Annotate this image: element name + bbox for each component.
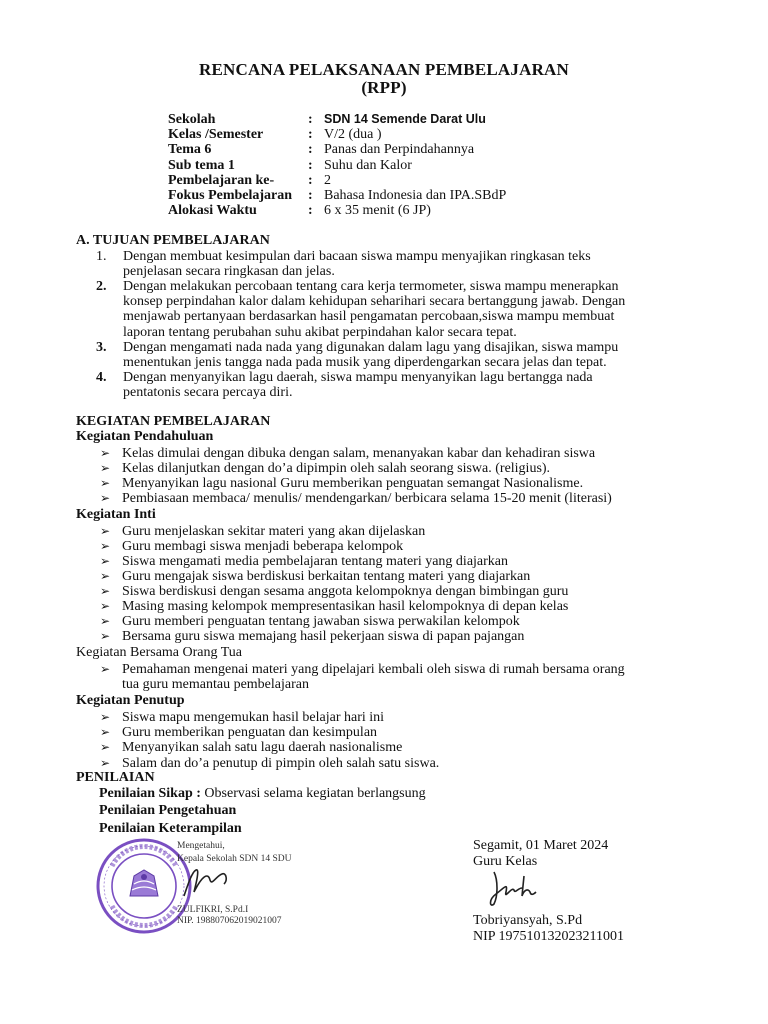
arrow-bullet-icon: ➢ [100,710,111,724]
objective-item [96,249,696,279]
list-item-text: Siswa berdiskusi dengan sesama anggota kelompoknya dengan bimbingan guru [122,584,569,599]
list-item [100,725,700,740]
arrow-bullet-icon: ➢ [100,584,111,598]
document-subtitle: (RPP) [361,78,407,97]
list-item-text: Bersama guru siswa memajang hasil pekerjaan siswa di papan pajangan [122,629,525,644]
section-heading-tujuan: A. TUJUAN PEMBELAJARAN [76,233,270,248]
list-item-text: Pembiasaan membaca/ menulis/ mendengarkan/ berbicara selama 15-20 menit (literasi) [122,491,612,506]
mengetahui-label: Mengetahui, [177,841,225,851]
document-title: RENCANA PELAKSANAAN PEMBELAJARAN [198,60,570,79]
info-colon: : [308,112,313,127]
info-block [168,112,506,218]
info-row-pembelajaran [168,173,506,188]
teacher-signature [484,866,544,912]
info-row-kelas [168,127,506,142]
head-name: ZULFIKRI, S.Pd.I [177,905,249,915]
objective-item [96,340,696,370]
arrow-bullet-icon: ➢ [100,476,111,490]
objective-number: 2. [96,279,107,294]
info-label: Pembelajaran ke- [168,172,275,188]
list-item [100,476,700,491]
list-item-text: Siswa mengamati media pembelajaran tentang materi yang diajarkan [122,554,509,569]
subheading-orang-tua: Kegiatan Bersama Orang Tua [76,645,243,660]
info-row-fokus [168,188,506,203]
objective-number: 3. [96,340,107,355]
arrow-bullet-icon: ➢ [100,725,111,739]
objective-line: konsep perpindahan kalor dalam kehidupan seharihari secara bertanggung jawab. Dengan [123,294,626,310]
info-label: Tema 6 [168,142,212,158]
list-item [100,491,700,506]
list-item [100,599,700,614]
list-item-text: Guru memberikan penguatan dan kesimpulan [122,725,378,740]
list-item [100,614,700,629]
info-row-subtema [168,158,506,173]
arrow-bullet-icon: ➢ [100,491,111,505]
subheading-inti: Kegiatan Inti [76,507,156,522]
list-item [100,461,700,476]
signature-icon [176,862,236,902]
arrow-bullet-icon: ➢ [100,614,111,628]
head-nip: NIP. 198807062019021007 [177,916,282,926]
info-value: Suhu dan Kalor [324,157,412,173]
info-value: SDN 14 Semende Darat Ulu [324,112,486,126]
list-item [100,629,700,644]
list-item-text: Menyanyikan salah satu lagu daerah nasionalisme [122,740,403,755]
list-item-text: Guru memberi penguatan tentang jawaban siswa perwakilan kelompok [122,614,520,629]
info-row-tema [168,142,506,157]
objective-number: 4. [96,370,107,385]
teacher-nip: NIP 197510132023211001 [473,929,625,944]
kepala-sekolah-label: Kepala Sekolah SDN 14 SDU [177,854,292,864]
arrow-bullet-icon: ➢ [100,446,111,460]
info-row-sekolah [168,112,506,127]
arrow-bullet-icon: ➢ [100,599,111,613]
list-item [100,446,700,461]
objective-line: laporan tentang perubahan suhu akibat perpindahan kalor secara tepat. [123,324,517,340]
info-row-alokasi [168,203,506,218]
list-item [100,569,700,584]
objective-item [96,370,696,400]
list-item [100,662,700,692]
list-item [100,584,700,599]
objective-line: Dengan menyanyikan lagu daerah, siswa mampu menyanyikan lagu bertangga nada [123,370,593,385]
teacher-name: Tobriyansyah, S.Pd [473,913,583,928]
info-label: Alokasi Waktu [168,203,257,219]
head-signature [176,862,236,902]
list-item [100,539,700,554]
info-colon: : [308,203,313,219]
info-label: Fokus Pembelajaran [168,188,293,204]
arrow-bullet-icon: ➢ [100,740,111,754]
section-heading-penilaian: PENILAIAN [76,770,155,785]
objective-line: Dengan melakukan percobaan tentang cara kerja termometer, siswa mampu menerapkan [123,279,619,294]
arrow-bullet-icon: ➢ [100,629,111,643]
info-value: V/2 (dua ) [324,127,382,143]
info-label: Sub tema 1 [168,157,235,173]
list-item-text: Guru mengajak siswa berdiskusi berkaitan tentang materi yang diajarkan [122,569,531,584]
penilaian-sikap-value: Observasi selama kegiatan berlangsung [200,786,426,801]
subheading-penutup: Kegiatan Penutup [76,693,185,708]
list-item [100,554,700,569]
objective-line: menjawab pertanyaan berdasarkan hasil pengamatan percobaan,siswa mampu membuat [123,309,615,325]
list-item [100,524,700,539]
penilaian-sikap [99,786,426,802]
penilaian-keterampilan: Penilaian Keterampilan [99,821,242,836]
list-item-text: Salam dan do’a penutup di pimpin oleh salah satu siswa. [122,756,440,771]
list-item-text: Guru menjelaskan sekitar materi yang akan dijelaskan [122,524,426,539]
objective-line: menentukan jenis tangga nada pada musik yang diperdengarkan secara jelas dan tepat. [123,355,607,371]
teacher-role: Guru Kelas [473,854,538,869]
list-item-text: Masing masing kelompok mempresentasikan hasil kelompoknya di depan kelas [122,599,569,614]
info-colon: : [308,188,313,204]
objective-line: pentatonis secara percaya diri. [123,385,293,401]
arrow-bullet-icon: ➢ [100,756,111,770]
list-item [100,740,700,755]
penilaian-sikap-label: Penilaian Sikap : [99,786,201,801]
objective-line: penjelasan secara ringkasan dan jelas. [123,264,335,280]
info-colon: : [308,157,313,173]
info-value: Bahasa Indonesia dan IPA.SBdP [324,188,507,204]
arrow-bullet-icon: ➢ [100,539,111,553]
place-date: Segamit, 01 Maret 2024 [473,838,609,853]
arrow-bullet-icon: ➢ [100,524,111,538]
arrow-bullet-icon: ➢ [100,569,111,583]
list-item-text: Menyanyikan lagu nasional Guru memberikan penguatan semangat Nasionalisme. [122,476,584,491]
arrow-bullet-icon: ➢ [100,554,111,568]
list-item-text: Kelas dimulai dengan dibuka dengan salam, menanyakan kabar dan kehadiran siswa [122,446,596,461]
info-colon: : [308,127,313,143]
info-label: Sekolah [168,112,216,127]
info-label: Kelas /Semester [168,127,264,143]
objective-line: Dengan mengamati nada nada yang digunakan dalam lagu yang disajikan, siswa mampu [123,340,619,355]
list-item-text: Siswa mapu mengemukan hasil belajar hari ini [122,710,385,725]
signature-icon [484,866,544,912]
subheading-pendahuluan: Kegiatan Pendahuluan [76,429,214,444]
info-colon: : [308,142,313,158]
objective-line: Dengan membuat kesimpulan dari bacaan siswa mampu menyajikan ringkasan teks [123,249,591,264]
list-item [100,710,700,725]
info-value: Panas dan Perpindahannya [324,142,475,158]
objective-item [96,279,696,340]
arrow-bullet-icon: ➢ [100,662,111,676]
info-value: 2 [324,172,331,188]
list-item-text: tua guru memantau pembelajaran [122,677,309,692]
list-item-text: Guru membagi siswa menjadi beberapa kelompok [122,539,404,554]
list-item [100,756,700,771]
section-heading-kegiatan: KEGIATAN PEMBELAJARAN [76,414,271,429]
list-item-text: Pemahaman mengenai materi yang dipelajari kembali oleh siswa di rumah bersama orang [122,662,625,677]
arrow-bullet-icon: ➢ [100,461,111,475]
objective-number: 1. [96,249,107,264]
info-colon: : [308,172,313,188]
info-value: 6 x 35 menit (6 JP) [324,203,431,219]
list-item-text: Kelas dilanjutkan dengan do’a dipimpin oleh salah seorang siswa. (religius). [122,461,551,476]
penilaian-pengetahuan: Penilaian Pengetahuan [99,803,237,818]
